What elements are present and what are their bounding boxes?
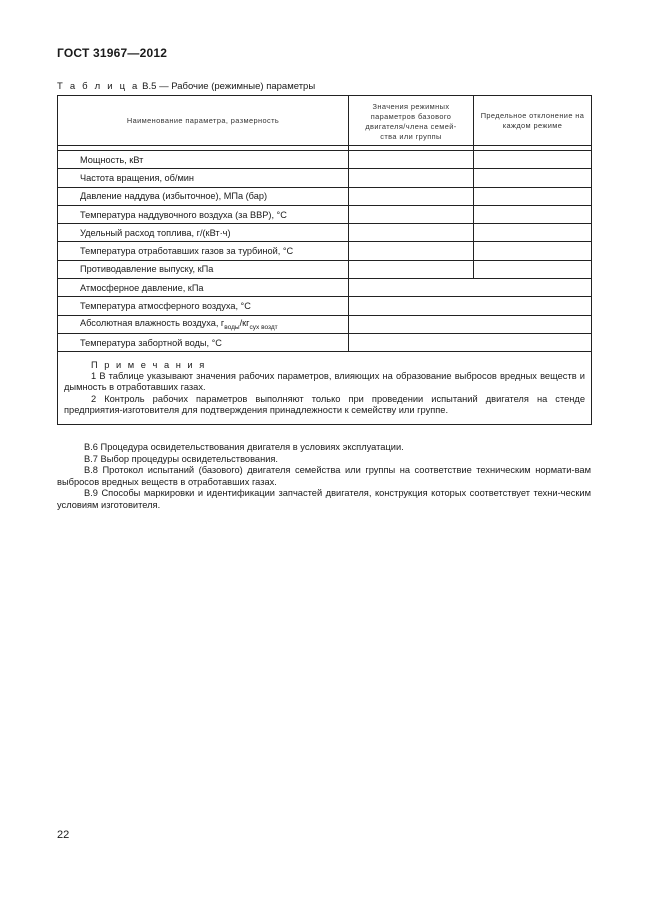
deviation-cell (474, 205, 592, 223)
table-notes (58, 352, 592, 425)
value-cell (349, 205, 474, 223)
deviation-cell (474, 169, 592, 187)
parameter-name: Удельный расход топлива, г/(кВт·ч) (58, 224, 349, 242)
parameter-name: Давление наддува (избыточное), МПа (бар) (58, 187, 349, 205)
merged-value-cell (349, 297, 592, 315)
parameter-name: Противодавление выпуску, кПа (58, 260, 349, 278)
deviation-cell (474, 151, 592, 169)
merged-value-cell (349, 333, 592, 351)
parameter-name: Температура отработавших газов за турбиной, °С (58, 242, 349, 260)
paragraph: В.6 Процедура освидетельствования двигателя в условиях эксплуатации. (84, 442, 404, 452)
parameter-name: Мощность, кВт (58, 151, 349, 169)
deviation-cell (474, 187, 592, 205)
paragraph: В.9 Способы маркировки и идентификации запчастей двигателя, конструкция которых соответствует техни-ческим условиям изготовителя. (57, 488, 591, 510)
parameter-name-main: Абсолютная влажность воздуха, г (80, 317, 225, 328)
table-notes-row (58, 352, 592, 425)
table-row (58, 187, 592, 205)
table-row (58, 315, 592, 333)
body-text (57, 442, 591, 512)
note-item: 1 В таблице указывают значения рабочих параметров, влияющих на образование выбросов вредных веществ и дымность в отработавших газах. (64, 371, 585, 393)
deviation-cell (474, 260, 592, 278)
merged-value-cell (349, 315, 592, 333)
parameter-name: Температура наддувочного воздуха (за ВВР), °С (58, 205, 349, 223)
document-header: ГОСТ 31967—2012 (57, 46, 168, 60)
parameter-name: Температура забортной воды, °С (58, 333, 349, 351)
value-cell (349, 169, 474, 187)
paragraph: В.7 Выбор процедуры освидетельствования. (84, 453, 279, 464)
table-caption-title: В.5 — Рабочие (режимные) параметры (139, 81, 316, 92)
column-header-parameter: Наименование параметра, размерность (58, 96, 349, 146)
table-row (58, 260, 592, 278)
page-number: 22 (57, 829, 70, 841)
merged-value-cell (349, 279, 592, 297)
parameter-name: Частота вращения, об/мин (58, 169, 349, 187)
table-caption-prefix: Т а б л и ц а (57, 81, 140, 92)
notes-title: П р и м е ч а н и я (91, 360, 207, 371)
value-cell (349, 187, 474, 205)
parameters-table (57, 95, 592, 425)
paragraph: В.8 Протокол испытаний (базового) двигателя семейства или группы на соответствие техническим нормати-вам выбросов вредных веществ в отработавших газах. (57, 465, 591, 487)
table-row (58, 151, 592, 169)
deviation-cell (474, 242, 592, 260)
table-header-row (58, 96, 592, 146)
value-cell (349, 260, 474, 278)
table-row (58, 297, 592, 315)
table-row (58, 279, 592, 297)
value-cell (349, 242, 474, 260)
table-row (58, 169, 592, 187)
value-cell (349, 224, 474, 242)
table-row (58, 205, 592, 223)
parameter-name-subscript: сух воздт (249, 323, 278, 331)
parameter-name-subscript: воды (224, 323, 240, 331)
deviation-cell (474, 224, 592, 242)
table-row (58, 242, 592, 260)
value-cell (349, 151, 474, 169)
table-row (58, 333, 592, 351)
table-caption (57, 81, 315, 92)
parameter-name-unit: /кг (239, 317, 250, 328)
parameter-name: Температура атмосферного воздуха, °С (58, 297, 349, 315)
parameter-name: Атмосферное давление, кПа (58, 279, 349, 297)
parameter-name (58, 315, 349, 333)
column-header-values: Значения режимных параметров базового двигателя/члена семей-ства или группы (349, 96, 474, 146)
column-header-deviation: Предельное отклонение на каждом режиме (474, 96, 592, 146)
table-row (58, 224, 592, 242)
note-item: 2 Контроль рабочих параметров выполняют только при проведении испытаний двигателя на стенде предприятия-изготовителя для подтверждения принадлежности к семейству или группе. (64, 393, 585, 415)
